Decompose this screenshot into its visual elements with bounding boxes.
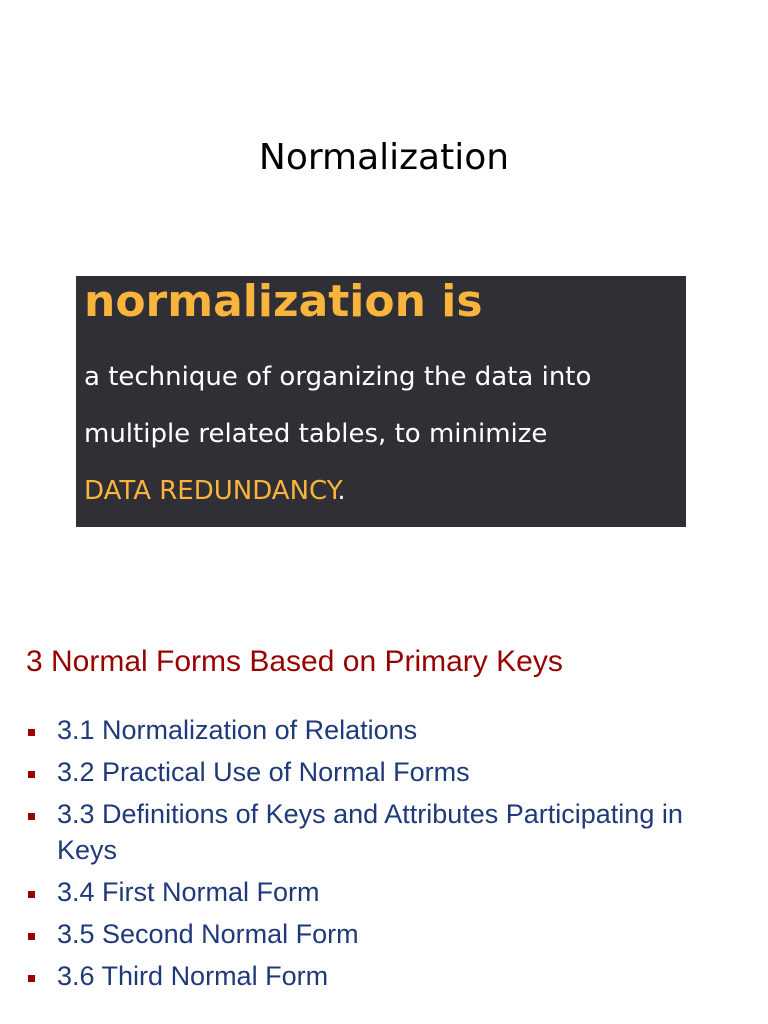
banner-line-1: a technique of organizing the data into bbox=[84, 362, 592, 392]
banner-line-3 bbox=[84, 475, 346, 507]
list-item bbox=[26, 916, 746, 952]
square-bullet-icon bbox=[28, 771, 35, 778]
banner-line-2: multiple related tables, to minimize bbox=[84, 419, 548, 449]
list-item-label: 3.2 Practical Use of Normal Forms bbox=[57, 757, 470, 787]
square-bullet-icon bbox=[28, 729, 35, 736]
list-item bbox=[26, 874, 746, 910]
banner-highlight: DATA REDUNDANCY bbox=[84, 476, 338, 506]
list-item-label: 3.4 First Normal Form bbox=[57, 877, 320, 907]
definition-banner bbox=[76, 276, 686, 527]
list-item-label: 3.3 Definitions of Keys and Attributes Participating in Keys bbox=[57, 799, 683, 865]
banner-line-3-tail: . bbox=[337, 476, 346, 506]
list-item bbox=[26, 712, 746, 748]
list-item bbox=[26, 958, 746, 994]
square-bullet-icon bbox=[28, 933, 35, 940]
square-bullet-icon bbox=[28, 813, 35, 820]
list-item bbox=[26, 754, 746, 790]
contents-list bbox=[26, 712, 746, 1000]
list-item bbox=[26, 796, 746, 868]
banner-heading: normalization is bbox=[84, 276, 483, 327]
list-item-label: 3.5 Second Normal Form bbox=[57, 919, 359, 949]
square-bullet-icon bbox=[28, 891, 35, 898]
slide-title: Normalization bbox=[258, 137, 510, 178]
list-item-label: 3.6 Third Normal Form bbox=[57, 961, 329, 991]
list-item-label: 3.1 Normalization of Relations bbox=[57, 715, 418, 745]
section-heading: 3 Normal Forms Based on Primary Keys bbox=[26, 645, 563, 678]
square-bullet-icon bbox=[28, 975, 35, 982]
